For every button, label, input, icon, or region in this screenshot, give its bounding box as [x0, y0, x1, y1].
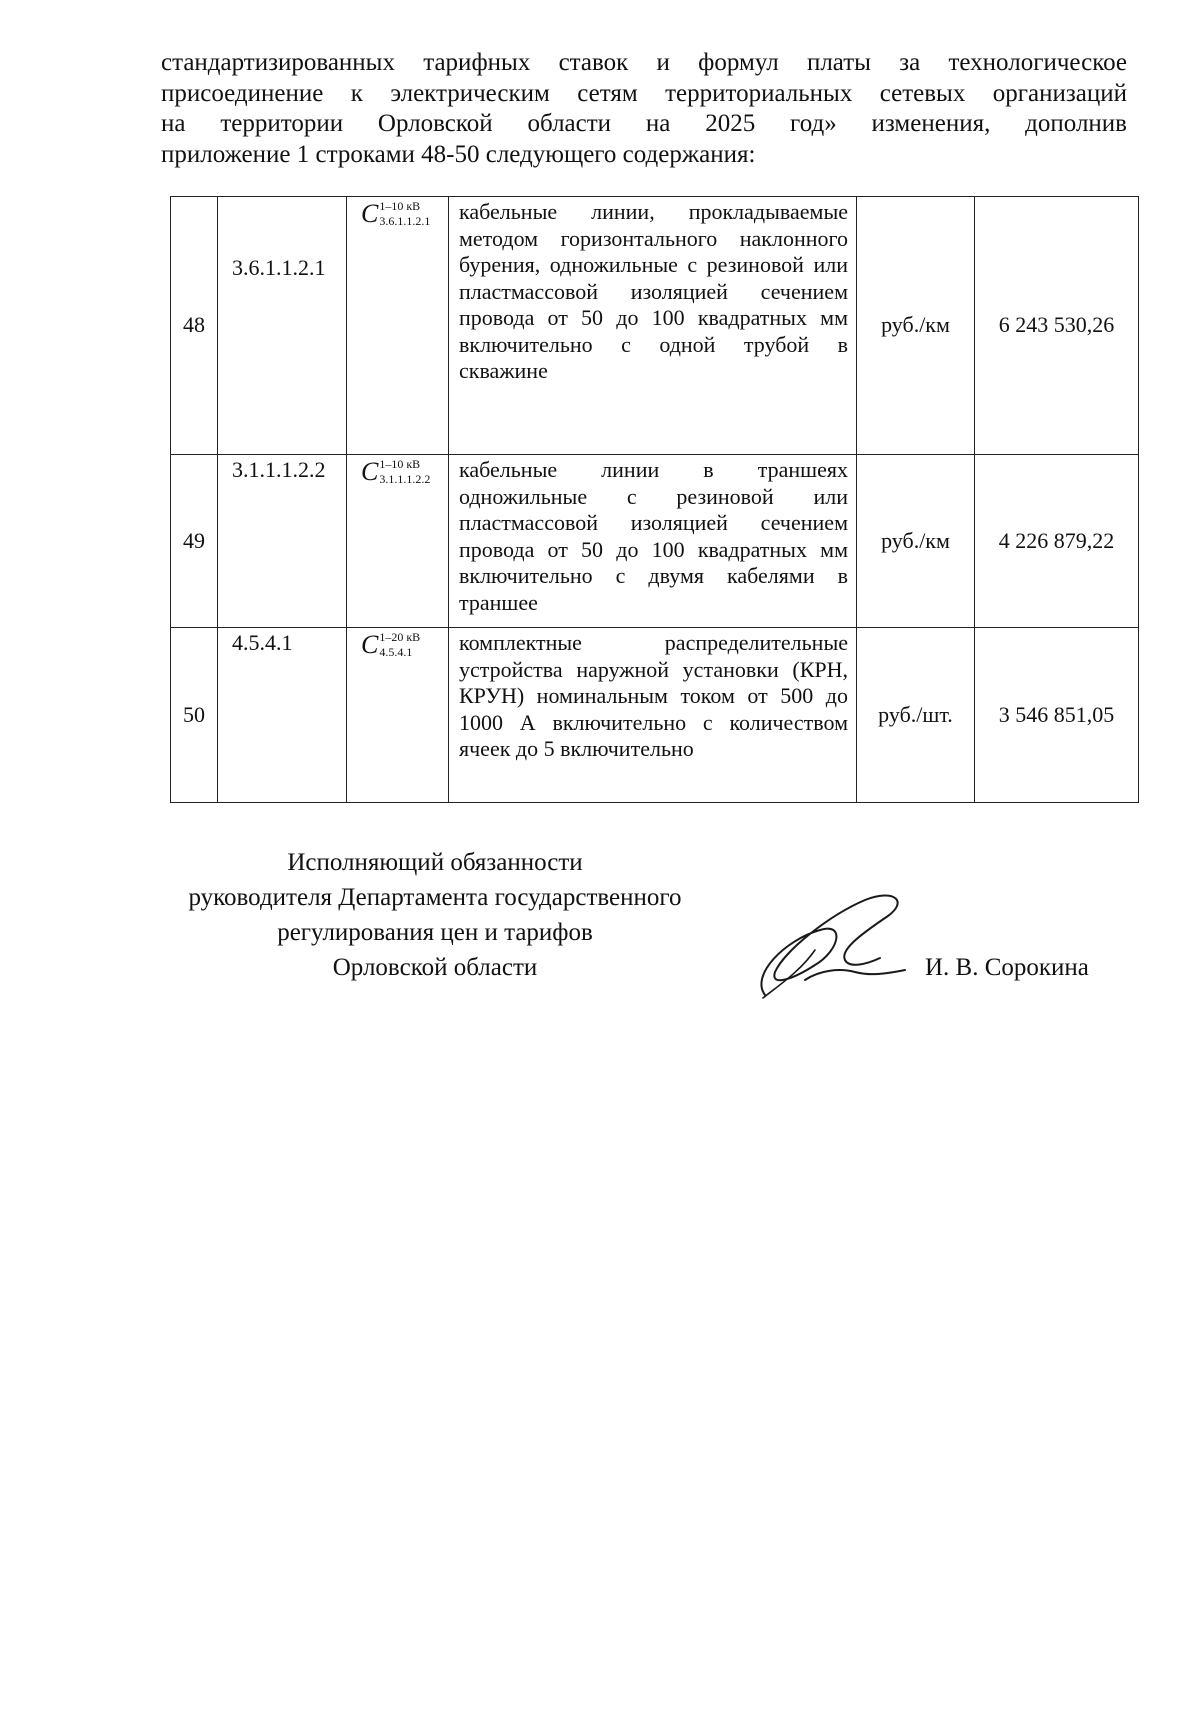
signatory-title-line: регулирования цен и тарифов — [277, 919, 593, 946]
formula-symbol — [361, 200, 430, 228]
formula-symbol — [361, 458, 430, 486]
handwritten-signature — [745, 880, 920, 1010]
signatory-title-line: Исполняющий обязанности — [287, 849, 583, 876]
formula-symbol — [361, 631, 420, 659]
tariff-table — [170, 196, 1139, 803]
row-description: кабельные линии в траншеях одножильные с резиновой или пластмассовой изоляцией сечением провода от 50 до 100 квадратных мм включительно с двумя кабелями в траншее — [449, 455, 857, 628]
formula-superscript: 1–10 кВ — [379, 199, 421, 213]
formula-letter: C — [361, 457, 379, 486]
formula-superscript: 1–10 кВ — [379, 457, 421, 471]
row-number: 49 — [171, 455, 218, 628]
intro-line-2: присоединение к электрическим сетям территориальных сетевых организаций — [161, 79, 1127, 107]
formula-letter: C — [361, 630, 379, 659]
intro-line-3: на территории Орловской области на 2025 год» изменения, дополнив — [161, 110, 1127, 137]
row-unit: руб./км — [857, 197, 975, 455]
row-code: 4.5.4.1 — [218, 628, 347, 803]
signer-name: И. В. Сорокина — [925, 954, 1089, 981]
row-code: 3.1.1.1.2.2 — [218, 455, 347, 628]
row-price: 6 243 530,26 — [975, 197, 1139, 455]
row-formula — [347, 455, 449, 628]
formula-subscript: 3.6.1.1.2.1 — [379, 214, 431, 228]
table-row — [171, 455, 1139, 628]
signatory-title — [140, 845, 730, 985]
row-formula — [347, 197, 449, 455]
table-row — [171, 628, 1139, 803]
row-price: 4 226 879,22 — [975, 455, 1139, 628]
row-code: 3.6.1.1.2.1 — [218, 197, 347, 455]
row-number: 48 — [171, 197, 218, 455]
formula-superscript: 1–20 кВ — [379, 630, 421, 644]
row-unit: руб./км — [857, 455, 975, 628]
row-number: 50 — [171, 628, 218, 803]
formula-letter: C — [361, 199, 379, 228]
row-description: кабельные линии, прокладываемые методом горизонтального наклонного бурения, одножильные с резиновой или пластмассовой изоляцией сечением провода от 50 до 100 квадратных мм включительно с одной трубой в скважине — [449, 197, 857, 455]
intro-line-4: приложение 1 строками 48-50 следующего содержания: — [161, 140, 756, 168]
signatory-title-line: Орловской области — [332, 954, 538, 981]
intro-paragraph — [161, 48, 1127, 170]
row-description: комплектные распределительные устройства наружной установки (КРН, КРУН) номинальным током от 500 до 1000 А включительно с количеством ячеек до 5 включительно — [449, 628, 857, 803]
row-price: 3 546 851,05 — [975, 628, 1139, 803]
row-unit: руб./шт. — [857, 628, 975, 803]
formula-subscript: 4.5.4.1 — [379, 645, 413, 659]
table-row — [171, 197, 1139, 455]
formula-subscript: 3.1.1.1.2.2 — [379, 472, 431, 486]
intro-line-1: стандартизированных тарифных ставок и формул платы за технологическое — [161, 49, 1127, 76]
signatory-title-line: руководителя Департамента государственного — [188, 884, 682, 911]
row-formula — [347, 628, 449, 803]
